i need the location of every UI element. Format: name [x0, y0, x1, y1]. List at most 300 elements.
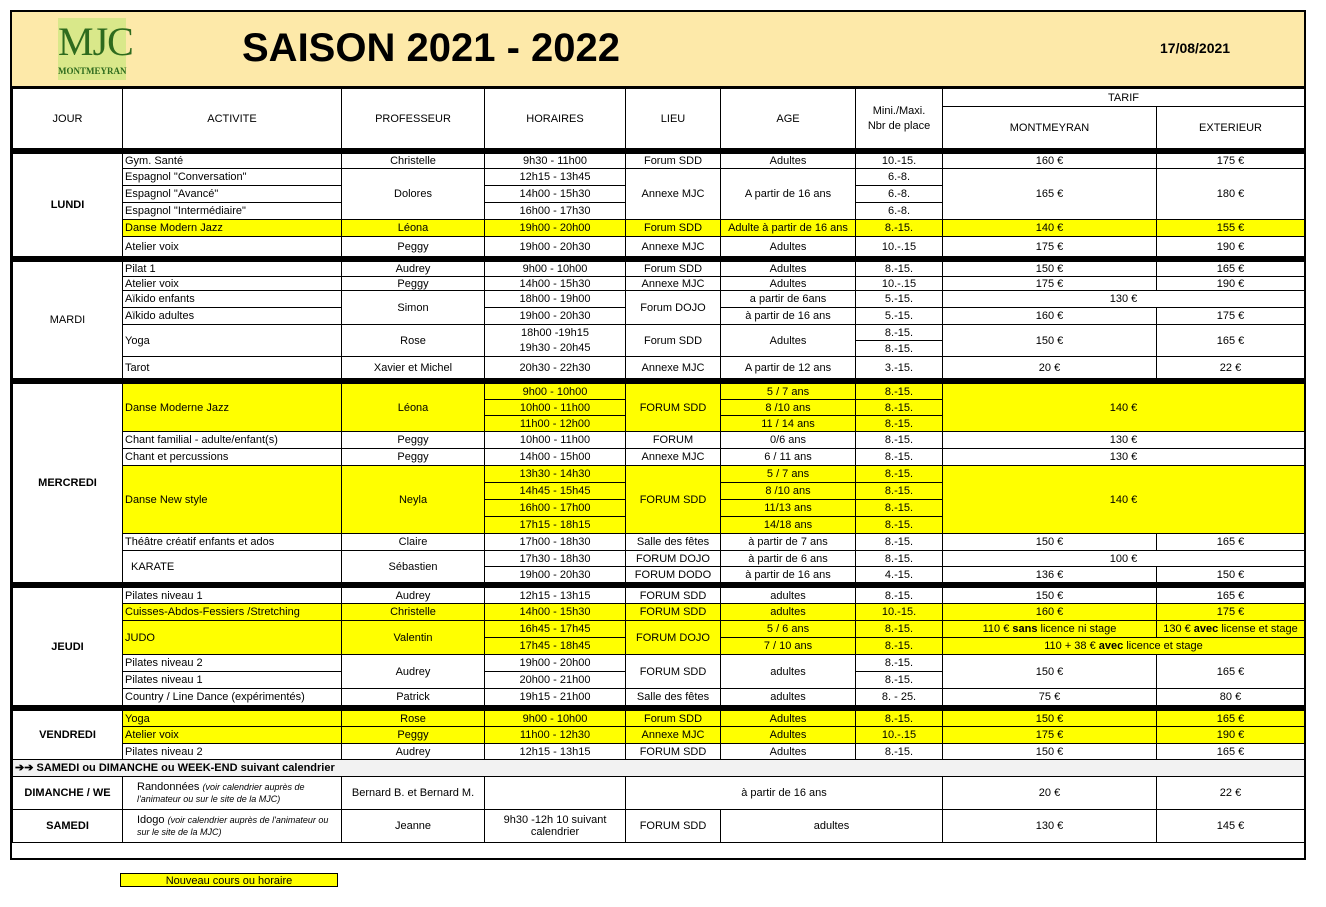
hours: 18h00 -19h15 — [485, 325, 626, 341]
table-row — [13, 604, 1305, 621]
price-exterieur: 165 € — [1157, 655, 1305, 689]
age: 5 / 7 ans — [721, 466, 856, 483]
page-title: SAISON 2021 - 2022 — [242, 26, 620, 70]
price-exterieur: 180 € — [1157, 169, 1305, 220]
place: FORUM DOJO — [626, 551, 721, 567]
table-row — [13, 744, 1305, 760]
age: 5 / 6 ans — [721, 621, 856, 638]
price-montmeyran: 160 € — [943, 604, 1157, 621]
age: 6 / 11 ans — [721, 449, 856, 466]
activity: Espagnol "Conversation" — [123, 169, 342, 186]
table-row — [13, 711, 1305, 727]
price-exterieur: 22 € — [1157, 777, 1305, 810]
teacher: Claire — [342, 534, 485, 551]
activity: Théâtre créatif enfants et ados — [123, 534, 342, 551]
age: Adulte à partir de 16 ans — [721, 220, 856, 237]
price-exterieur: 175 € — [1157, 154, 1305, 169]
activity: Danse Moderne Jazz — [123, 384, 342, 432]
hours: 17h15 - 18h15 — [485, 517, 626, 534]
price-emphasis: avec — [1193, 623, 1219, 635]
table-row — [13, 810, 1305, 843]
places: 8.-15. — [856, 466, 943, 483]
page-date: 17/08/2021 — [1160, 40, 1231, 56]
age: 8 /10 ans — [721, 483, 856, 500]
price-montmeyran: 20 € — [943, 777, 1157, 810]
hours: 13h30 - 14h30 — [485, 466, 626, 483]
price-exterieur: 190 € — [1157, 727, 1305, 744]
place: Annexe MJC — [626, 237, 721, 257]
teacher: Xavier et Michel — [342, 357, 485, 379]
price-exterieur: 190 € — [1157, 237, 1305, 257]
price-montmeyran: 160 € — [943, 154, 1157, 169]
activity: Yoga — [123, 325, 342, 357]
activity: Pilates niveau 2 — [123, 744, 342, 760]
col-jour: JOUR — [13, 89, 123, 149]
place: FORUM SDD — [626, 655, 721, 689]
places: 10.-15. — [856, 604, 943, 621]
price-common: 130 € — [943, 432, 1305, 449]
hours: 9h30 -12h 10 suivant calendrier — [485, 810, 626, 843]
hours: 16h45 - 17h45 — [485, 621, 626, 638]
price-text: licence ni stage — [1037, 623, 1117, 635]
teacher: Peggy — [342, 432, 485, 449]
price-exterieur: 175 € — [1157, 308, 1305, 325]
col-montmeyran: MONTMEYRAN — [943, 107, 1157, 149]
table-row — [13, 551, 1305, 567]
places: 8.-15. — [856, 621, 943, 638]
weekend-banner-row — [13, 760, 1305, 777]
place: Annexe MJC — [626, 449, 721, 466]
hours — [485, 777, 626, 810]
age: à partir de 6 ans — [721, 551, 856, 567]
col-lieu: LIEU — [626, 89, 721, 149]
place: FORUM SDD — [626, 384, 721, 432]
teacher: Léona — [342, 220, 485, 237]
table-row — [13, 291, 1305, 308]
price-montmeyran: 75 € — [943, 689, 1157, 706]
places: 8.-15. — [856, 262, 943, 277]
hours: 9h30 - 11h00 — [485, 154, 626, 169]
price-exterieur: 80 € — [1157, 689, 1305, 706]
age: à partir de 16 ans — [721, 567, 856, 583]
teacher: Audrey — [342, 262, 485, 277]
teacher: Peggy — [342, 277, 485, 291]
teacher: Patrick — [342, 689, 485, 706]
hours: 19h15 - 21h00 — [485, 689, 626, 706]
teacher: Audrey — [342, 655, 485, 689]
teacher: Sébastien — [342, 551, 485, 583]
table-row — [13, 534, 1305, 551]
teacher: Audrey — [342, 744, 485, 760]
price-montmeyran: 175 € — [943, 277, 1157, 291]
price-montmeyran: 175 € — [943, 237, 1157, 257]
age: 0/6 ans — [721, 432, 856, 449]
table-row — [13, 384, 1305, 400]
places: 8.-15. — [856, 655, 943, 672]
price-montmeyran: 160 € — [943, 308, 1157, 325]
age: à partir de 7 ans — [721, 534, 856, 551]
weekend-banner: ➔➔ SAMEDI ou DIMANCHE ou WEEK-END suivant calendrier — [13, 760, 1305, 777]
age: 14/18 ans — [721, 517, 856, 534]
age: Adultes — [721, 277, 856, 291]
activity: Pilat 1 — [123, 262, 342, 277]
price-common: 100 € — [943, 551, 1305, 567]
table-row — [13, 325, 1305, 341]
price-exterieur: 165 € — [1157, 711, 1305, 727]
hours: 14h45 - 15h45 — [485, 483, 626, 500]
age: Adultes — [721, 237, 856, 257]
place: Annexe MJC — [626, 357, 721, 379]
table-row — [13, 655, 1305, 672]
legend-new-course: Nouveau cours ou horaire — [120, 873, 338, 887]
activity — [123, 810, 342, 843]
price-exterieur: 22 € — [1157, 357, 1305, 379]
age: adultes — [721, 689, 856, 706]
hours: 16h00 - 17h30 — [485, 203, 626, 220]
day-mardi: MARDI — [13, 262, 123, 379]
table-row — [13, 689, 1305, 706]
table-row — [13, 588, 1305, 604]
price-exterieur: 175 € — [1157, 604, 1305, 621]
teacher: Peggy — [342, 727, 485, 744]
price-text: license et stage — [1218, 623, 1298, 635]
activity: Aïkido adultes — [123, 308, 342, 325]
price-exterieur: 165 € — [1157, 588, 1305, 604]
teacher: Rose — [342, 325, 485, 357]
place: FORUM SDD — [626, 604, 721, 621]
price-text: 110 € — [982, 623, 1013, 635]
col-places-line2: Nbr de place — [867, 119, 931, 132]
price-exterieur — [1157, 621, 1305, 638]
place: Annexe MJC — [626, 169, 721, 220]
age: A partir de 16 ans — [721, 169, 856, 220]
age: Adultes — [721, 154, 856, 169]
col-age: AGE — [721, 89, 856, 149]
activity: Danse New style — [123, 466, 342, 534]
activity: Espagnol "Intermédiaire" — [123, 203, 342, 220]
day-vendredi: VENDREDI — [13, 711, 123, 760]
price-exterieur: 165 € — [1157, 325, 1305, 357]
activity: Pilates niveau 2 — [123, 655, 342, 672]
teacher: Audrey — [342, 588, 485, 604]
hours: 14h00 - 15h30 — [485, 604, 626, 621]
teacher: Christelle — [342, 154, 485, 169]
hours: 19h00 - 20h00 — [485, 655, 626, 672]
places: 5.-15. — [856, 308, 943, 325]
table-row — [13, 727, 1305, 744]
price-common: 130 € — [943, 291, 1305, 308]
price-emphasis: avec — [1098, 640, 1124, 652]
col-horaires: HORAIRES — [485, 89, 626, 149]
place: Forum SDD — [626, 262, 721, 277]
activity: Country / Line Dance (expérimentés) — [123, 689, 342, 706]
price-montmeyran: 150 € — [943, 655, 1157, 689]
age: adultes — [721, 588, 856, 604]
price-common: 140 € — [943, 384, 1305, 432]
activity: KARATE — [123, 551, 342, 583]
place: Salle des fêtes — [626, 689, 721, 706]
place: Forum SDD — [626, 154, 721, 169]
day-jeudi: JEUDI — [13, 588, 123, 706]
hours: 20h00 - 21h00 — [485, 672, 626, 689]
activity: Danse Modern Jazz — [123, 220, 342, 237]
activity: Espagnol "Avancé" — [123, 186, 342, 203]
mjc-logo — [58, 18, 133, 80]
price-montmeyran: 150 € — [943, 325, 1157, 357]
table-row — [13, 262, 1305, 277]
schedule-sheet — [10, 10, 1306, 860]
teacher: Rose — [342, 711, 485, 727]
teacher: Christelle — [342, 604, 485, 621]
table-row — [13, 449, 1305, 466]
place: Forum SDD — [626, 325, 721, 357]
price-montmeyran — [943, 621, 1157, 638]
price-exterieur: 165 € — [1157, 262, 1305, 277]
teacher: Simon — [342, 291, 485, 325]
table-row — [13, 237, 1305, 257]
age: 5 / 7 ans — [721, 384, 856, 400]
hours: 19h00 - 20h30 — [485, 567, 626, 583]
age: Adultes — [721, 325, 856, 357]
hours: 17h45 - 18h45 — [485, 638, 626, 655]
day-samedi: SAMEDI — [13, 810, 123, 843]
age: 11/13 ans — [721, 500, 856, 517]
places: 8.-15. — [856, 744, 943, 760]
col-exterieur: EXTERIEUR — [1157, 107, 1305, 149]
places: 8.-15. — [856, 711, 943, 727]
activity — [123, 777, 342, 810]
price-text: 110 + 38 € — [1044, 640, 1099, 652]
activity: Atelier voix — [123, 727, 342, 744]
table-row — [13, 277, 1305, 291]
table-row — [13, 466, 1305, 483]
places: 8.-15. — [856, 672, 943, 689]
col-places — [856, 89, 943, 149]
price-montmeyran: 140 € — [943, 220, 1157, 237]
places: 8.-15. — [856, 220, 943, 237]
places: 8.-15. — [856, 517, 943, 534]
places: 8.-15. — [856, 551, 943, 567]
activity: Tarot — [123, 357, 342, 379]
price-common: 140 € — [943, 466, 1305, 534]
price-common: 130 € — [943, 449, 1305, 466]
price-exterieur: 150 € — [1157, 567, 1305, 583]
age: 11 / 14 ans — [721, 416, 856, 432]
places: 8.-15. — [856, 534, 943, 551]
activity: Atelier voix — [123, 277, 342, 291]
price-montmeyran: 150 € — [943, 744, 1157, 760]
hours: 10h00 - 11h00 — [485, 432, 626, 449]
price-exterieur: 165 € — [1157, 534, 1305, 551]
price-text: 130 € — [1163, 623, 1194, 635]
places: 10.-15. — [856, 154, 943, 169]
place: FORUM SDD — [626, 466, 721, 534]
teacher: Bernard B. et Bernard M. — [342, 777, 485, 810]
places: 8.-15. — [856, 588, 943, 604]
table-row — [13, 777, 1305, 810]
age: a partir de 6ans — [721, 291, 856, 308]
hours: 19h00 - 20h30 — [485, 237, 626, 257]
places: 10.-.15 — [856, 727, 943, 744]
place: FORUM SDD — [626, 744, 721, 760]
place: FORUM DODO — [626, 567, 721, 583]
activity-note: (voir calendrier auprès de l'animateur ou sur le site de la MJC) — [137, 782, 305, 804]
places: 10.-.15 — [856, 237, 943, 257]
hours: 9h00 - 10h00 — [485, 384, 626, 400]
price-montmeyran: 20 € — [943, 357, 1157, 379]
hours: 16h00 - 17h00 — [485, 500, 626, 517]
price-montmeyran: 150 € — [943, 262, 1157, 277]
place: Annexe MJC — [626, 727, 721, 744]
places: 8.-15. — [856, 638, 943, 655]
hours: 14h00 - 15h00 — [485, 449, 626, 466]
activity-note: (voir calendrier auprès de l'animateur ou sur le site de la MJC) — [137, 815, 329, 837]
places: 6.-8. — [856, 186, 943, 203]
logo-text: MJC — [58, 19, 133, 64]
age: à partir de 16 ans — [626, 777, 943, 810]
hours: 12h15 - 13h15 — [485, 588, 626, 604]
place: FORUM — [626, 432, 721, 449]
price-montmeyran: 136 € — [943, 567, 1157, 583]
activity: Cuisses-Abdos-Fessiers /Stretching — [123, 604, 342, 621]
activity: Yoga — [123, 711, 342, 727]
places: 8. - 25. — [856, 689, 943, 706]
places: 8.-15. — [856, 449, 943, 466]
activity-name: Randonnées — [137, 781, 200, 793]
activity: Chant et percussions — [123, 449, 342, 466]
table-row — [13, 169, 1305, 186]
age: A partir de 12 ans — [721, 357, 856, 379]
activity: Gym. Santé — [123, 154, 342, 169]
hours: 14h00 - 15h30 — [485, 186, 626, 203]
places: 8.-15. — [856, 416, 943, 432]
place: Forum SDD — [626, 711, 721, 727]
logo-town: MONTMEYRAN — [58, 66, 127, 76]
price-montmeyran: 150 € — [943, 534, 1157, 551]
col-tarif: TARIF — [943, 89, 1305, 107]
price-exterieur: 155 € — [1157, 220, 1305, 237]
places: 10.-.15 — [856, 277, 943, 291]
age: 7 / 10 ans — [721, 638, 856, 655]
teacher: Dolores — [342, 169, 485, 220]
teacher: Peggy — [342, 237, 485, 257]
places: 8.-15. — [856, 500, 943, 517]
teacher: Jeanne — [342, 810, 485, 843]
teacher: Peggy — [342, 449, 485, 466]
activity: Pilates niveau 1 — [123, 672, 342, 689]
hours: 19h00 - 20h00 — [485, 220, 626, 237]
places: 8.-15. — [856, 483, 943, 500]
table-row — [13, 621, 1305, 638]
age: adultes — [721, 655, 856, 689]
places: 3.-15. — [856, 357, 943, 379]
hours: 18h00 - 19h00 — [485, 291, 626, 308]
place: FORUM DOJO — [626, 621, 721, 655]
place: Forum DOJO — [626, 291, 721, 325]
hours: 17h30 - 18h30 — [485, 551, 626, 567]
place: Forum SDD — [626, 220, 721, 237]
col-professeur: PROFESSEUR — [342, 89, 485, 149]
hours: 17h00 - 18h30 — [485, 534, 626, 551]
page-header — [12, 12, 1304, 88]
places: 8.-15. — [856, 432, 943, 449]
table-row — [13, 357, 1305, 379]
header-row — [13, 89, 1305, 107]
price-exterieur: 165 € — [1157, 744, 1305, 760]
price-common — [943, 638, 1305, 655]
hours: 20h30 - 22h30 — [485, 357, 626, 379]
price-montmeyran: 175 € — [943, 727, 1157, 744]
hours: 9h00 - 10h00 — [485, 262, 626, 277]
day-mercredi: MERCREDI — [13, 384, 123, 583]
day-dimanche-we: DIMANCHE / WE — [13, 777, 123, 810]
places: 8.-15. — [856, 341, 943, 357]
price-exterieur: 190 € — [1157, 277, 1305, 291]
places: 4.-15. — [856, 567, 943, 583]
hours: 12h15 - 13h15 — [485, 744, 626, 760]
day-lundi: LUNDI — [13, 154, 123, 257]
places: 6.-8. — [856, 203, 943, 220]
teacher: Léona — [342, 384, 485, 432]
places: 8.-15. — [856, 400, 943, 416]
teacher: Neyla — [342, 466, 485, 534]
hours: 12h15 - 13h45 — [485, 169, 626, 186]
age: 8 /10 ans — [721, 400, 856, 416]
places: 5.-15. — [856, 291, 943, 308]
hours: 9h00 - 10h00 — [485, 711, 626, 727]
places: 8.-15. — [856, 384, 943, 400]
age: adultes — [721, 604, 856, 621]
hours: 11h00 - 12h30 — [485, 727, 626, 744]
price-montmeyran: 130 € — [943, 810, 1157, 843]
age: Adultes — [721, 744, 856, 760]
hours: 10h00 - 11h00 — [485, 400, 626, 416]
activity-name: Idogo — [137, 814, 165, 826]
table-row — [13, 220, 1305, 237]
activity: JUDO — [123, 621, 342, 655]
age: Adultes — [721, 727, 856, 744]
age: Adultes — [721, 711, 856, 727]
place: Annexe MJC — [626, 277, 721, 291]
table-row — [13, 432, 1305, 449]
places: 6.-8. — [856, 169, 943, 186]
col-activite: ACTIVITE — [123, 89, 342, 149]
hours: 19h30 - 20h45 — [485, 341, 626, 357]
place: Salle des fêtes — [626, 534, 721, 551]
age: adultes — [721, 810, 943, 843]
price-exterieur: 145 € — [1157, 810, 1305, 843]
price-montmeyran: 165 € — [943, 169, 1157, 220]
activity: Aïkido enfants — [123, 291, 342, 308]
price-text: licence et stage — [1123, 640, 1203, 652]
place: FORUM SDD — [626, 588, 721, 604]
hours: 11h00 - 12h00 — [485, 416, 626, 432]
price-emphasis: sans — [1012, 623, 1038, 635]
activity: Atelier voix — [123, 237, 342, 257]
hours: 14h00 - 15h30 — [485, 277, 626, 291]
place: FORUM SDD — [626, 810, 721, 843]
price-montmeyran: 150 € — [943, 711, 1157, 727]
col-places-line1: Mini./Maxi. — [872, 104, 926, 117]
places: 8.-15. — [856, 325, 943, 341]
activity: Chant familial - adulte/enfant(s) — [123, 432, 342, 449]
schedule-table — [12, 88, 1305, 843]
hours: 19h00 - 20h30 — [485, 308, 626, 325]
table-row — [13, 154, 1305, 169]
teacher: Valentin — [342, 621, 485, 655]
price-montmeyran: 150 € — [943, 588, 1157, 604]
activity: Pilates niveau 1 — [123, 588, 342, 604]
